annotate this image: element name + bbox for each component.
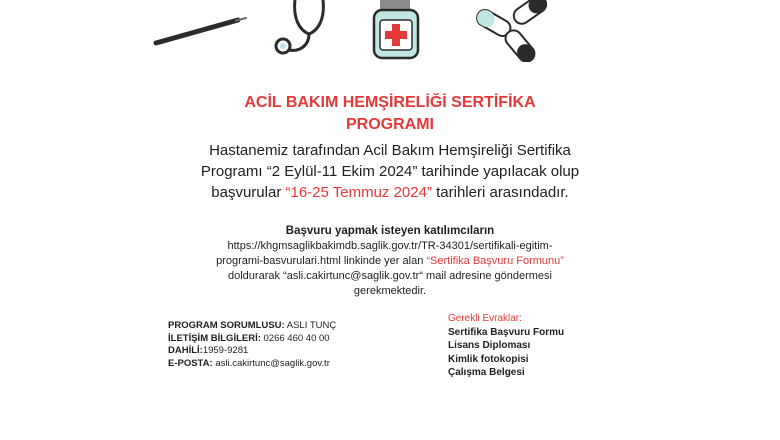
email-label: E-POSTA: (168, 357, 213, 369)
intro-paragraph (0, 140, 780, 203)
application-instructions (0, 224, 780, 299)
page-title (0, 92, 780, 136)
document-item: Sertifika Başvuru Formu (448, 326, 565, 338)
responsible-value: ASLI TUNÇ (284, 320, 337, 331)
intro-line-1: Hastanemiz tarafından Acil Bakım Hemşireliği Sertifika (209, 142, 571, 159)
email-value: asli.cakirtunc@saglik.gov.tr (212, 357, 330, 369)
documents-heading: Gerekli Evraklar: (448, 313, 522, 324)
contact-responsible (168, 320, 336, 333)
stethoscope-icon (265, 0, 345, 62)
application-heading: Başvuru yapmak isteyen katılımcıların (285, 225, 495, 237)
phone-value: 0266 460 40 00 (260, 332, 330, 344)
pills-icon (470, 0, 560, 62)
extension-value: 1959-9281 (202, 345, 249, 356)
contact-extension (168, 345, 336, 358)
title-line-2: PROGRAMI (346, 116, 434, 133)
application-form-name: “Sertifika Başvuru Formunu” (426, 255, 564, 267)
intro-line-3-prefix: başvurular (211, 184, 286, 201)
application-line-3: doldurarak “asli.cakirtunc@saglik.gov.tr“ mail adresine göndermesi (228, 270, 552, 282)
intro-line-3 (0, 182, 780, 203)
application-line-2 (0, 254, 780, 269)
contact-info (168, 320, 336, 370)
application-line-2-prefix: programi-basvurulari.html linkinde yer alan (216, 255, 427, 267)
intro-line-3-suffix: tarihleri arasındadır. (431, 184, 569, 201)
document-item: Kimlik fotokopisi (448, 353, 529, 365)
pen-icon (150, 8, 250, 48)
contact-phone (168, 333, 336, 346)
responsible-label: PROGRAM SORUMLUSU: (168, 320, 285, 331)
document-item: Lisans Diploması (448, 340, 531, 351)
application-line-4: gerekmektedir. (353, 285, 427, 297)
document-item: Çalışma Belgesi (448, 367, 525, 378)
application-dates: “16-25 Temmuz 2024” (285, 184, 432, 201)
title-line-1: ACİL BAKIM HEMŞİRELİĞİ SERTİFİKA (244, 94, 536, 111)
contact-email (168, 358, 336, 371)
phone-label: İLETİŞİM BİLGİLERİ: (168, 332, 261, 344)
medicine-bottle-icon (368, 0, 426, 62)
application-line-1: https://khgmsaglikbakimdb.saglik.gov.tr/TR-34301/sertifikali-egitim- (227, 240, 553, 252)
required-documents (448, 312, 564, 380)
intro-line-2: Programı “2 Eylül-11 Ekim 2024” tarihinde yapılacak olup (200, 163, 580, 180)
extension-label: DAHİLİ: (168, 345, 203, 356)
